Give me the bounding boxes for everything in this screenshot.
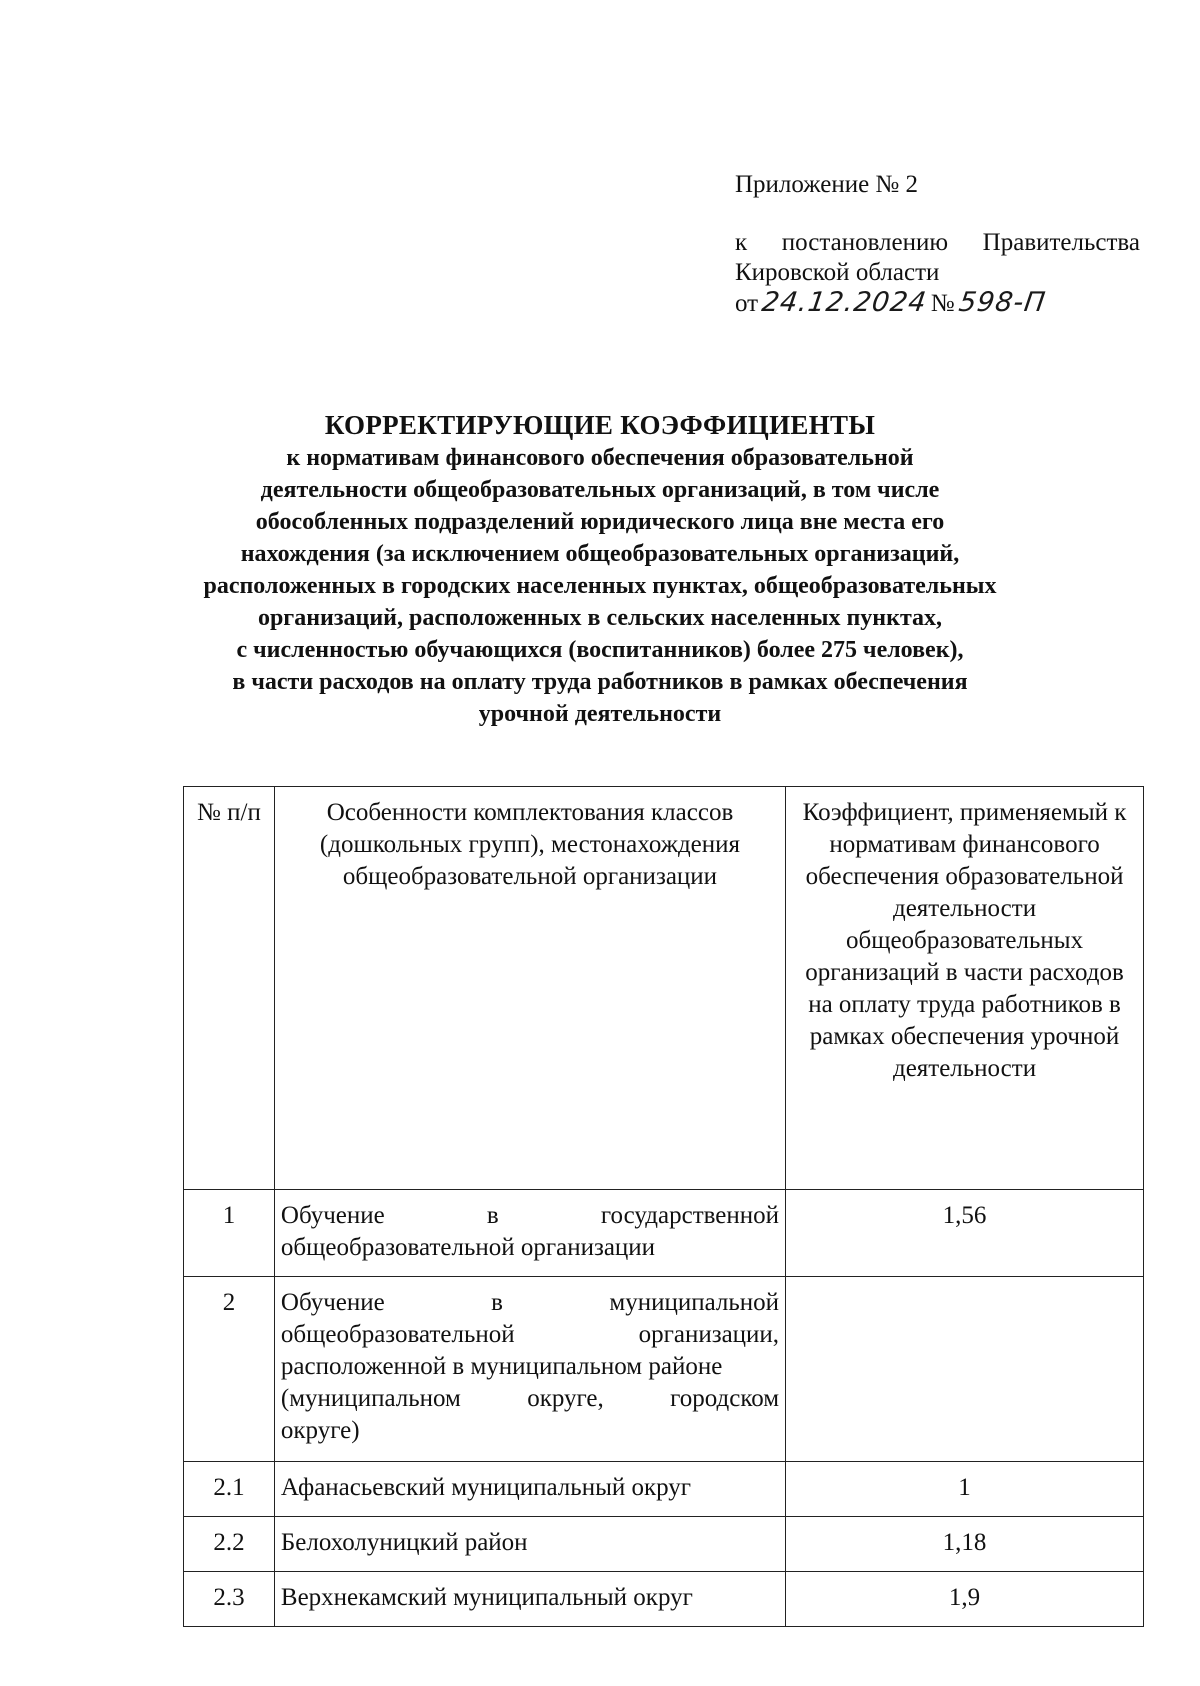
desc-word: общеобразовательной <box>280 1321 515 1348</box>
desc-line: расположенной в муниципальном районе <box>280 1353 723 1380</box>
desc-line: округе) <box>280 1417 360 1444</box>
handwritten-date: 24.12.2024 <box>760 287 929 318</box>
subtitle-line: к нормативам финансового обеспечения образовательной <box>286 445 914 471</box>
handwritten-number: 598-П <box>956 287 1048 318</box>
desc-word: в <box>491 1289 503 1316</box>
desc-word: муниципальной <box>609 1289 780 1316</box>
desc-word: в <box>486 1202 499 1229</box>
table-row <box>184 1277 1144 1462</box>
subtitle-line: расположенных в городских населенных пунктах, общеобразовательных <box>203 573 997 599</box>
row-description: Афанасьевский муниципальный округ <box>274 1462 785 1517</box>
subtitle-line: деятельности общеобразовательных организаций, в том числе <box>260 477 940 503</box>
desc-word: государственной <box>600 1202 780 1229</box>
row-coefficient: 1,56 <box>786 1190 1144 1277</box>
number-prefix: № <box>930 290 955 317</box>
row-description: Белохолуницкий район <box>274 1517 785 1572</box>
table-header-row <box>184 787 1144 1190</box>
appendix-block <box>735 170 1155 319</box>
desc-word: организации, <box>638 1321 780 1348</box>
ref-word: к <box>735 229 748 256</box>
table-row <box>184 1190 1144 1277</box>
row-coefficient: 1,18 <box>786 1517 1144 1572</box>
subtitle-line: урочной деятельности <box>478 701 722 727</box>
ref-word: Правительства <box>982 229 1140 256</box>
row-coefficient <box>786 1277 1144 1462</box>
table-row <box>184 1462 1144 1517</box>
document-title: КОРРЕКТИРУЮЩИЕ КОЭФФИЦИЕНТЫ <box>324 410 876 440</box>
table-row <box>184 1572 1144 1627</box>
subtitle-line: с численностью обучающихся (воспитанников) более 275 человек), <box>236 637 964 663</box>
ref-word: постановлению <box>781 229 949 256</box>
subtitle-line: в части расходов на оплату труда работников в рамках обеспечения <box>232 669 968 695</box>
row-number: 2 <box>184 1277 275 1462</box>
table-row <box>184 1517 1144 1572</box>
subtitle-line: нахождения (за исключением общеобразовательных организаций, <box>240 541 960 567</box>
subtitle-line: организаций, расположенных в сельских населенных пунктах, <box>257 605 943 631</box>
header-number: № п/п <box>184 787 275 1190</box>
coefficients-table <box>183 786 1144 1627</box>
appendix-date-line <box>735 288 1155 319</box>
document-subtitle <box>150 442 1050 730</box>
row-number: 2.2 <box>184 1517 275 1572</box>
appendix-number: Приложение № 2 <box>735 171 919 198</box>
row-description <box>274 1277 785 1462</box>
row-description <box>274 1190 785 1277</box>
document-title-block <box>150 408 1050 730</box>
row-coefficient: 1,9 <box>786 1572 1144 1627</box>
row-number: 2.1 <box>184 1462 275 1517</box>
row-number: 1 <box>184 1190 275 1277</box>
desc-word: (муниципальном <box>280 1385 461 1412</box>
row-number: 2.3 <box>184 1572 275 1627</box>
appendix-reference-line-2: Кировской области <box>735 259 940 286</box>
date-prefix: от <box>735 290 759 317</box>
desc-word: Обучение <box>280 1289 385 1316</box>
row-coefficient: 1 <box>786 1462 1144 1517</box>
appendix-reference-line-1 <box>735 228 1140 258</box>
row-description: Верхнекамский муниципальный округ <box>274 1572 785 1627</box>
desc-word: городском <box>670 1385 780 1412</box>
desc-word: Обучение <box>280 1202 385 1229</box>
header-coefficient: Коэффициент, применяемый к нормативам финансового обеспечения образовательной деятельности общеобразовательных организаций в части расходов на оплату труда работников в рамках обеспечения урочной деятельности <box>786 787 1144 1190</box>
header-description: Особенности комплектования классов (дошкольных групп), местонахождения общеобразовательной организации <box>274 787 785 1190</box>
subtitle-line: обособленных подразделений юридического лица вне места его <box>255 509 945 535</box>
desc-line: общеобразовательной организации <box>280 1234 656 1261</box>
desc-word: округе, <box>527 1385 604 1412</box>
